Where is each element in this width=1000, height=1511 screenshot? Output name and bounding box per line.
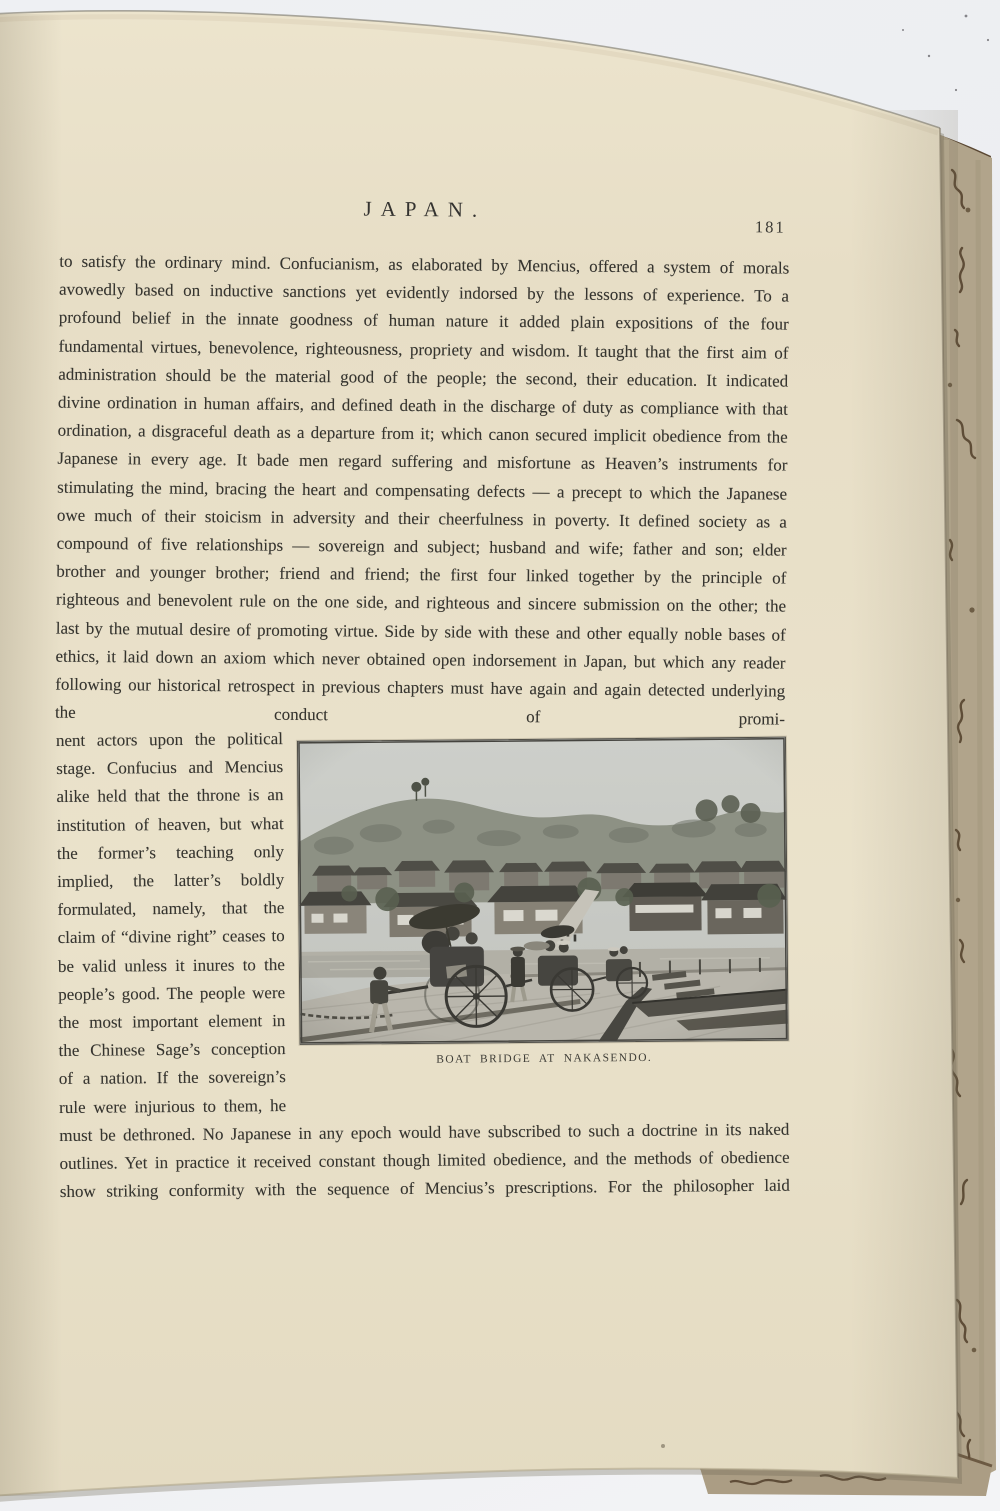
body-paragraph-b: nent actors upon the political stage. Confucius and Mencius alike held that the throne is an institution of heaven, but what the former’s teaching only implied, the latter’s boldly formulated, namely, that the claim of “divine right” ceases to be valid unless it inures to the people’s good. The people were the most important element in the Chinese Sage’s conception of a nation. If the sovereign’s rule were injurious to them, he must be dethroned. No Japanese in any epoch would have subscribed to such a doctrine in its naked outlines. Yet in practice it received constant though limited obedience, and the methods of obedience show striking conformity with the sequence of Mencius’s prescriptions. For the philosopher laid: [55, 729, 790, 1202]
photo-caption: BOAT BRIDGE AT NAKASENDO.: [436, 1052, 653, 1067]
upper-text-block: [55, 192, 790, 734]
body-paragraph-a: to satisfy the ordinary mind. Confucianism, as elaborated by Mencius, offered a system of morals avowedly based on inductive sanctions yet evidently indorsed by the lessons of experience. To a profound belief in the innate goodness of human nature it added plain expositions of the four fundamental virtues, benevolence, righteousness, propriety and wisdom. It taught that the first aim of administration should be the material good of the people; the second, their education. It indicated divine ordination in human affairs, and defined death in the discharge of duty as compliance with that ordination, a disgraceful death as a departure from it; which canon secured implicit obedience from the Japanese in every age. It bade men regard suffering and misfortune as Heaven’s instruments for stimulating the mind, bracing the heart and compensating defects — a precept to which the Japanese owe much of their stoicism in adversity and their cheerfulness in poverty. It defined society as a compound of five relationships — sovereign and subject; husband and wife; father and son; elder brother and younger brother; friend and friend; the first four linked together by the principle of righteous and benevolent rule on the one side, and righteous and sincere submission on the other; the last by the mutual desire of promoting virtue. Side by side with these and other equally noble bases of ethics, it laid down an axiom which never obtained open indorsement in Japan, but which any reader following our historical retrospect in previous chapters must have again and again detected underlying the conduct of promi-: [54, 251, 790, 729]
lower-text-block: [56, 721, 790, 1207]
page-speck: [661, 1444, 665, 1448]
page-number: 181: [754, 217, 786, 237]
photo-figure: [297, 737, 789, 1068]
page-title: JAPAN.: [363, 196, 487, 222]
running-head: [60, 192, 790, 243]
printed-page-content: [54, 192, 790, 1207]
boat-bridge-photo-illustration: [298, 738, 788, 1044]
photo-frame: [297, 737, 789, 1045]
